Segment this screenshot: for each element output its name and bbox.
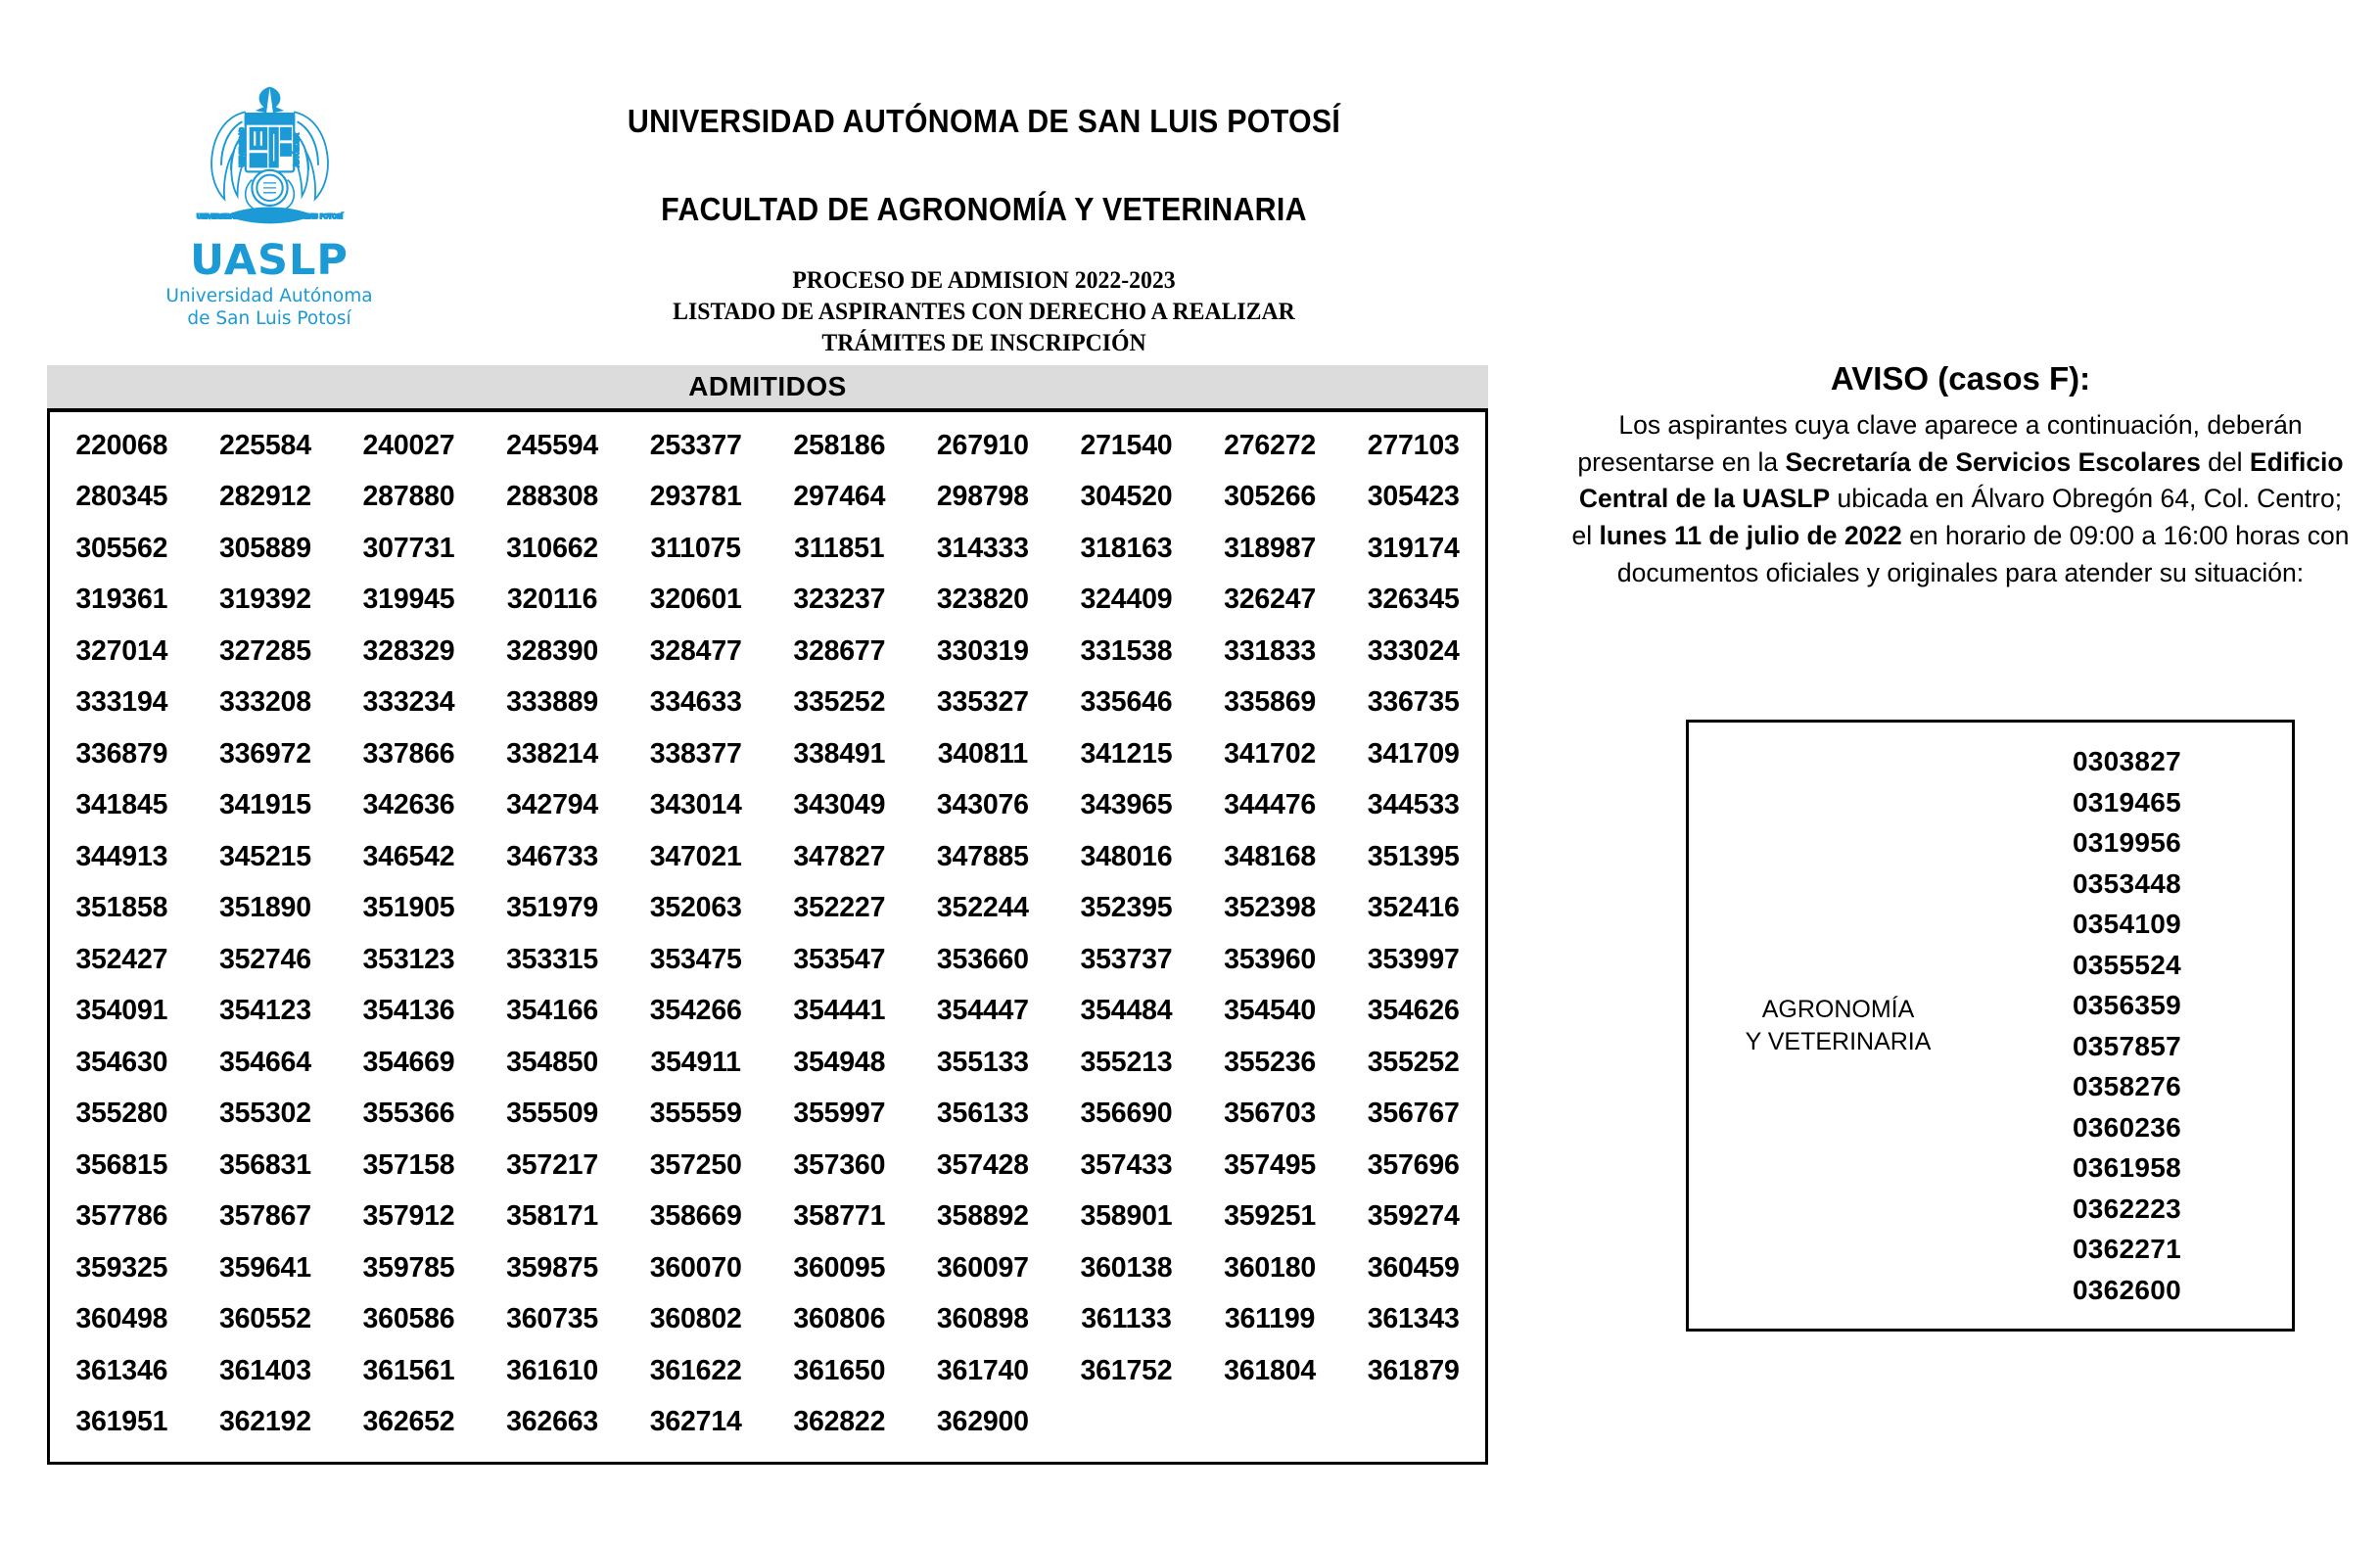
admitido-code-cell: 298798 [936, 481, 1029, 513]
admitido-code-cell: 333889 [506, 686, 599, 719]
admitido-code-cell: 355559 [649, 1098, 742, 1130]
f-case-code: 0358276 [2072, 1071, 2182, 1101]
admitido-code-cell: 355366 [362, 1098, 455, 1130]
admitido-code-cell: 362192 [218, 1406, 311, 1438]
f-case-code: 0355524 [2072, 949, 2182, 980]
admitido-code-cell: 282912 [218, 481, 311, 513]
admitido-code-cell: 360097 [936, 1251, 1029, 1284]
admitido-code-cell: 318987 [1224, 532, 1316, 564]
admitido-code-cell: 336735 [1367, 686, 1460, 719]
empty-cell [1341, 1397, 1485, 1449]
f-case-code: 0362600 [2072, 1274, 2182, 1305]
admitido-code-cell: 356815 [75, 1148, 168, 1181]
admitido-code-cell: 338214 [506, 737, 599, 770]
logo-name-line1: Universidad Autónoma [165, 286, 373, 307]
admitido-code-cell: 314333 [936, 532, 1029, 564]
admitido-code-cell: 354540 [1224, 995, 1316, 1027]
admitido-code-cell: 361752 [1080, 1354, 1173, 1386]
admitido-code-cell: 358669 [649, 1200, 742, 1233]
uaslp-logo-block [157, 76, 382, 330]
admitido-code-cell: 307731 [362, 532, 455, 564]
admitido-code-cell: 353737 [1080, 943, 1173, 975]
admitido-code-cell: 335646 [1080, 686, 1173, 719]
admitido-code-cell: 345215 [218, 840, 311, 872]
aviso-text: en horario de 09:00 a 16:00 horas con documentos oficiales y originales para atender su situación: [1616, 520, 2350, 587]
admitido-code-cell: 245594 [506, 429, 599, 461]
subtitle-line-1: PROCESO DE ADMISION 2022-2023 [792, 267, 1176, 294]
f-case-code: 0303827 [2072, 746, 2182, 776]
admitido-code-cell: 326247 [1224, 584, 1316, 616]
uaslp-crest-icon [189, 76, 350, 238]
admitido-code-cell: 267910 [936, 429, 1029, 461]
admitido-code-cell: 305266 [1224, 481, 1316, 513]
admitido-code-cell: 353123 [362, 943, 455, 975]
f-case-code: 0356359 [2072, 990, 2182, 1020]
admitido-code-cell: 359251 [1224, 1200, 1316, 1233]
admitido-code-cell: 341845 [75, 789, 168, 821]
admitido-code-cell: 357158 [362, 1148, 455, 1181]
f-case-code: 0362223 [2072, 1192, 2182, 1224]
admitido-code-cell: 342636 [362, 789, 455, 821]
admitido-code-cell: 356703 [1224, 1098, 1316, 1130]
admitido-code-cell: 355236 [1224, 1046, 1316, 1078]
admitido-code-cell: 327285 [218, 634, 311, 667]
admitido-code-cell: 331538 [1080, 634, 1173, 667]
admitido-code-cell: 355252 [1367, 1046, 1460, 1078]
admitido-code-cell: 351395 [1367, 840, 1460, 872]
table-row [50, 883, 1485, 935]
admitido-code-cell: 352227 [793, 892, 886, 924]
admitido-code-cell: 355280 [75, 1098, 168, 1130]
aviso-emphasis: lunes 11 de julio de 2022 [1599, 520, 1902, 550]
table-row [50, 1089, 1485, 1141]
table-row [50, 934, 1485, 986]
admitido-code-cell: 354669 [362, 1046, 455, 1078]
admitidos-heading: ADMITIDOS [47, 365, 1488, 408]
admitido-code-cell: 271540 [1080, 429, 1173, 461]
admitido-code-cell: 356690 [1080, 1098, 1173, 1130]
admitido-code-cell: 360180 [1224, 1251, 1316, 1284]
admitido-code-cell: 354948 [793, 1046, 886, 1078]
admitido-code-cell: 360802 [649, 1303, 742, 1335]
admitido-code-cell: 352427 [75, 943, 168, 975]
admitido-code-cell: 361740 [936, 1354, 1029, 1386]
svg-text:AUTÓNOMA: AUTÓNOMA [294, 133, 301, 167]
table-row [50, 986, 1485, 1038]
admitido-code-cell: 319392 [218, 584, 311, 616]
admitido-code-cell: 343076 [936, 789, 1029, 821]
admitido-code-cell: 356831 [218, 1148, 311, 1181]
document-header [0, 0, 2380, 356]
aviso-body-text [1566, 407, 2355, 591]
admitido-code-cell: 338377 [649, 737, 742, 770]
admitido-code-cell: 240027 [362, 429, 455, 461]
admitido-code-cell: 362900 [936, 1406, 1029, 1438]
f-case-code: 0354109 [2072, 909, 2182, 939]
table-row [50, 831, 1485, 883]
f-cases-program-label [1689, 994, 1987, 1057]
admitido-code-cell: 361650 [793, 1354, 886, 1386]
admitido-code-cell: 353960 [1224, 943, 1316, 975]
admitido-code-cell: 352063 [649, 892, 742, 924]
admitido-code-cell: 319174 [1367, 532, 1460, 564]
admitido-code-cell: 331833 [1224, 634, 1316, 667]
f-case-code: 0362271 [2072, 1234, 2182, 1264]
f-cases-program-line1: AGRONOMÍA [1761, 996, 1915, 1023]
admitido-code-cell: 353475 [649, 943, 742, 975]
admitido-code-cell: 359274 [1367, 1200, 1460, 1233]
admitido-code-cell: 361561 [362, 1354, 455, 1386]
admitido-code-cell: 333194 [75, 686, 168, 719]
admitido-code-cell: 357786 [75, 1200, 168, 1233]
admitido-code-cell: 361610 [506, 1354, 599, 1386]
admitido-code-cell: 361951 [75, 1406, 168, 1438]
admitido-code-cell: 335869 [1224, 686, 1316, 719]
table-row [50, 1037, 1485, 1089]
admitido-code-cell: 362652 [362, 1406, 455, 1438]
admitido-code-cell: 361403 [218, 1354, 311, 1386]
admitido-code-cell: 361804 [1224, 1354, 1316, 1386]
admitido-code-cell: 347885 [936, 840, 1029, 872]
aviso-text: ubicada en Álvaro Obregón 64, Col. Centro; el [1571, 484, 2343, 550]
admitido-code-cell: 346733 [506, 840, 599, 872]
admitido-code-cell: 354441 [793, 995, 886, 1027]
admitido-code-cell: 333024 [1367, 634, 1460, 667]
admitido-code-cell: 360898 [936, 1303, 1029, 1335]
admitido-code-cell: 333208 [218, 686, 311, 719]
admitido-code-cell: 355997 [793, 1098, 886, 1130]
admitido-code-cell: 354447 [936, 995, 1029, 1027]
admitido-code-cell: 336972 [218, 737, 311, 770]
admitido-code-cell: 305423 [1367, 481, 1460, 513]
svg-text:UNIVERSIDAD AUTÓNOMA DE SAN LU: UNIVERSIDAD AUTÓNOMA DE SAN LUIS POTOSÍ [196, 213, 343, 221]
aviso-text: del [2200, 446, 2250, 477]
admitido-code-cell: 342794 [506, 789, 599, 821]
f-case-code: 0319956 [2072, 827, 2182, 858]
admitido-code-cell: 361343 [1367, 1303, 1460, 1335]
admitido-code-cell: 328677 [793, 634, 886, 667]
admitido-code-cell: 360806 [793, 1303, 886, 1335]
admitido-code-cell: 358771 [793, 1200, 886, 1233]
title-block [411, 0, 1557, 359]
aviso-emphasis: Edificio Central de la UASLP [1578, 446, 2344, 514]
admitido-code-cell: 354136 [362, 995, 455, 1027]
admitido-code-cell: 253377 [649, 429, 742, 461]
admitido-code-cell: 354626 [1367, 995, 1460, 1027]
admitido-code-cell: 362714 [649, 1406, 742, 1438]
empty-cell [1054, 1397, 1198, 1449]
admitido-code-cell: 353547 [793, 943, 886, 975]
admitido-code-cell: 340811 [937, 737, 1029, 770]
admitido-code-cell: 343965 [1080, 789, 1173, 821]
table-row [50, 780, 1485, 832]
admitidos-section [47, 365, 1488, 1465]
aviso-emphasis: Secretaría de Servicios Escolares [1785, 446, 2201, 477]
admitido-code-cell: 335252 [793, 686, 886, 719]
admitido-code-cell: 354664 [218, 1046, 311, 1078]
table-row [50, 1140, 1485, 1192]
admitido-code-cell: 351858 [75, 892, 168, 924]
admitido-code-cell: 287880 [362, 481, 455, 513]
admitido-code-cell: 320601 [649, 584, 742, 616]
admitido-code-cell: 362663 [506, 1406, 599, 1438]
admitido-code-cell: 341702 [1224, 737, 1316, 770]
aviso-text: Los aspirantes cuya clave aparece a continuación, deberán presentarse en la [1577, 410, 2303, 477]
f-case-code: 0319465 [2072, 786, 2182, 818]
table-row [50, 626, 1485, 678]
f-cases-box [1686, 720, 2295, 1332]
admitido-code-cell: 354166 [506, 995, 599, 1027]
table-row [50, 1345, 1485, 1397]
admitido-code-cell: 341915 [218, 789, 311, 821]
table-row [50, 472, 1485, 524]
admitido-code-cell: 258186 [793, 429, 886, 461]
admitido-code-cell: 354091 [75, 995, 168, 1027]
admitido-code-cell: 352746 [218, 943, 311, 975]
admitido-code-cell: 327014 [75, 634, 168, 667]
admitido-code-cell: 354850 [506, 1046, 599, 1078]
admitido-code-cell: 357360 [793, 1148, 886, 1181]
logo-acronym: UASLP [190, 236, 349, 285]
admitido-code-cell: 357217 [506, 1148, 599, 1181]
table-row [50, 1294, 1485, 1346]
admitido-code-cell: 354630 [75, 1046, 168, 1078]
admitido-code-cell: 353660 [936, 943, 1029, 975]
table-row [50, 1242, 1485, 1294]
table-row [50, 1192, 1485, 1243]
admitido-code-cell: 361133 [1081, 1303, 1172, 1335]
admitido-code-cell: 305889 [218, 532, 311, 564]
faculty-title: FACULTAD DE AGRONOMÍA Y VETERINARIA [661, 191, 1307, 227]
admitido-code-cell: 361622 [649, 1354, 742, 1386]
admitido-code-cell: 324409 [1080, 584, 1173, 616]
admitido-code-cell: 347021 [649, 840, 742, 872]
admitido-code-cell: 359875 [506, 1251, 599, 1284]
admitido-code-cell: 330319 [936, 634, 1029, 667]
admitido-code-cell: 360095 [793, 1251, 886, 1284]
admitido-code-cell: 353315 [506, 943, 599, 975]
admitido-code-cell: 360459 [1367, 1251, 1460, 1284]
admitido-code-cell: 326345 [1367, 584, 1460, 616]
admitido-code-cell: 356767 [1367, 1098, 1460, 1130]
admitido-code-cell: 361346 [75, 1354, 168, 1386]
admitido-code-cell: 360552 [218, 1303, 311, 1335]
admitido-code-cell: 319945 [362, 584, 455, 616]
process-subtitle [440, 265, 1528, 359]
admitido-code-cell: 297464 [793, 481, 886, 513]
admitido-code-cell: 341709 [1367, 737, 1460, 770]
admitido-code-cell: 354123 [218, 995, 311, 1027]
admitido-code-cell: 355133 [936, 1046, 1029, 1078]
svg-text:UNIVERSIDAD: UNIVERSIDAD [239, 127, 246, 167]
admitido-code-cell: 348168 [1224, 840, 1316, 872]
university-title: UNIVERSIDAD AUTÓNOMA DE SAN LUIS POTOSÍ [627, 103, 1341, 139]
admitido-code-cell: 320116 [506, 584, 598, 616]
svg-text:SIEMPRE: SIEMPRE [252, 115, 287, 124]
f-case-code: 0357857 [2072, 1030, 2182, 1061]
admitido-code-cell: 323820 [936, 584, 1029, 616]
admitido-code-cell: 328329 [362, 634, 455, 667]
admitido-code-cell: 358901 [1080, 1200, 1173, 1233]
admitido-code-cell: 360498 [75, 1303, 168, 1335]
admitido-code-cell: 318163 [1080, 532, 1173, 564]
admitido-code-cell: 277103 [1367, 429, 1460, 461]
admitido-code-cell: 311851 [794, 532, 885, 564]
admitido-code-cell: 352416 [1367, 892, 1460, 924]
admitido-code-cell: 333234 [362, 686, 455, 719]
f-case-code: 0353448 [2072, 867, 2182, 899]
admitido-code-cell: 361879 [1367, 1354, 1460, 1386]
subtitle-line-3: TRÁMITES DE INSCRIPCIÓN [821, 330, 1146, 356]
admitidos-table [50, 420, 1485, 1448]
table-row [50, 575, 1485, 627]
admitido-code-cell: 347827 [793, 840, 886, 872]
admitido-code-cell: 328390 [506, 634, 599, 667]
admitido-code-cell: 334633 [649, 686, 742, 719]
admitidos-table-body [47, 408, 1488, 1465]
f-cases-code-list [1987, 741, 2292, 1310]
admitido-code-cell: 360735 [506, 1303, 599, 1335]
admitido-code-cell: 336879 [75, 737, 168, 770]
admitido-code-cell: 344476 [1224, 789, 1316, 821]
admitido-code-cell: 354911 [650, 1046, 741, 1078]
admitido-code-cell: 276272 [1224, 429, 1316, 461]
admitido-code-cell: 323237 [793, 584, 886, 616]
table-row [50, 678, 1485, 729]
admitido-code-cell: 338491 [793, 737, 886, 770]
admitido-code-cell: 328477 [649, 634, 742, 667]
admitido-code-cell: 352398 [1224, 892, 1316, 924]
admitido-code-cell: 359641 [218, 1251, 311, 1284]
admitido-code-cell: 341215 [1080, 737, 1173, 770]
admitido-code-cell: 280345 [75, 481, 168, 513]
admitido-code-cell: 353997 [1367, 943, 1460, 975]
admitido-code-cell: 311075 [650, 532, 741, 564]
admitido-code-cell: 360138 [1080, 1251, 1173, 1284]
admitido-code-cell: 355509 [506, 1098, 599, 1130]
table-row [50, 1397, 1485, 1449]
admitido-code-cell: 319361 [75, 584, 168, 616]
admitido-code-cell: 361199 [1224, 1303, 1316, 1335]
admitido-code-cell: 359325 [75, 1251, 168, 1284]
admitido-code-cell: 357433 [1080, 1148, 1173, 1181]
admitido-code-cell: 357696 [1367, 1148, 1460, 1181]
admitido-code-cell: 358171 [506, 1200, 599, 1233]
logo-name-line2: de San Luis Potosí [187, 307, 351, 329]
admitido-code-cell: 355213 [1080, 1046, 1173, 1078]
admitido-code-cell: 335327 [936, 686, 1029, 719]
admitido-code-cell: 357912 [362, 1200, 455, 1233]
admitido-code-cell: 343014 [649, 789, 742, 821]
table-row [50, 728, 1485, 780]
admitido-code-cell: 360586 [362, 1303, 455, 1335]
admitido-code-cell: 351890 [218, 892, 311, 924]
admitido-code-cell: 357428 [936, 1148, 1029, 1181]
admitido-code-cell: 356133 [936, 1098, 1029, 1130]
admitido-code-cell: 357495 [1224, 1148, 1316, 1181]
admitido-code-cell: 354484 [1080, 995, 1173, 1027]
admitido-code-cell: 310662 [506, 532, 599, 564]
admitido-code-cell: 344913 [75, 840, 168, 872]
f-case-code: 0361958 [2072, 1152, 2182, 1183]
admitido-code-cell: 352395 [1080, 892, 1173, 924]
admitido-code-cell: 357867 [218, 1200, 311, 1233]
admitido-code-cell: 360070 [649, 1251, 742, 1284]
admitido-code-cell: 220068 [75, 429, 168, 461]
admitido-code-cell: 305562 [75, 532, 168, 564]
admitido-code-cell: 358892 [936, 1200, 1029, 1233]
admitido-code-cell: 343049 [793, 789, 886, 821]
admitido-code-cell: 337866 [362, 737, 455, 770]
aviso-title: AVISO (casos F): [1830, 360, 2091, 397]
admitido-code-cell: 288308 [506, 481, 599, 513]
admitido-code-cell: 352244 [936, 892, 1029, 924]
admitido-code-cell: 351905 [362, 892, 455, 924]
admitido-code-cell: 362822 [793, 1406, 886, 1438]
admitido-code-cell: 348016 [1080, 840, 1173, 872]
admitido-code-cell: 293781 [649, 481, 742, 513]
empty-cell [1198, 1397, 1342, 1449]
admitido-code-cell: 344533 [1367, 789, 1460, 821]
admitido-code-cell: 354266 [649, 995, 742, 1027]
admitido-code-cell: 346542 [362, 840, 455, 872]
admitido-code-cell: 357250 [649, 1148, 742, 1181]
f-case-code: 0360236 [2072, 1111, 2182, 1143]
f-cases-program-line2: Y VETERINARIA [1745, 1027, 1932, 1055]
admitido-code-cell: 225584 [218, 429, 311, 461]
aviso-section [1566, 360, 2355, 591]
admitido-code-cell: 351979 [506, 892, 599, 924]
admitido-code-cell: 304520 [1080, 481, 1173, 513]
admitido-code-cell: 355302 [218, 1098, 311, 1130]
subtitle-line-2: LISTADO DE ASPIRANTES CON DERECHO A REALIZAR [673, 299, 1295, 325]
table-row [50, 523, 1485, 575]
admitido-code-cell: 359785 [362, 1251, 455, 1284]
table-row [50, 420, 1485, 472]
